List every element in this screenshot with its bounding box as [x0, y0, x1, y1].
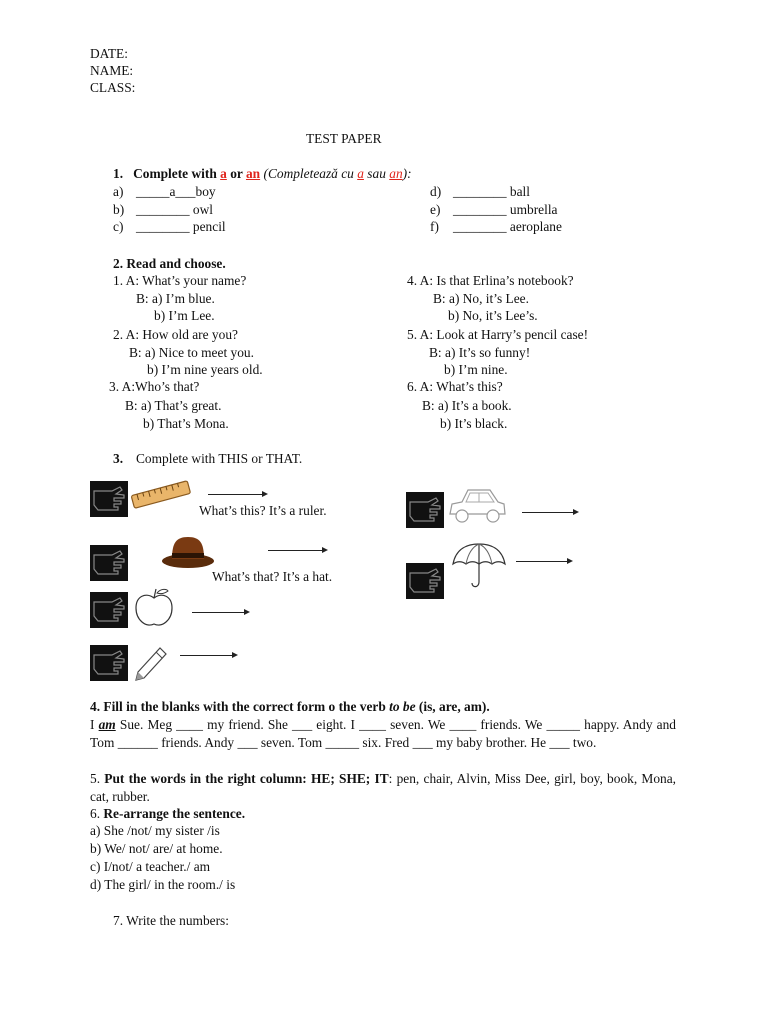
- ex2-option: B: a) It’s a book.: [422, 398, 512, 413]
- umbrella-icon: [450, 542, 508, 592]
- arrow-icon: [522, 512, 577, 513]
- pencil-icon: [130, 642, 170, 684]
- ex1-item-letter: d): [430, 184, 442, 199]
- ex2-option: B: a) Nice to meet you.: [129, 345, 254, 360]
- ex1-item-text: ________ aeroplane: [453, 219, 562, 234]
- ex2-option: B: a) I’m blue.: [136, 291, 215, 306]
- ex2-question: 5. A: Look at Harry’s pencil case!: [407, 327, 589, 342]
- ex3-number: 3.: [113, 451, 124, 466]
- hat-icon: [160, 533, 216, 571]
- arrow-icon: [208, 494, 266, 495]
- ex2-option: b) It’s black.: [440, 416, 508, 431]
- pointing-hand-icon: [90, 545, 128, 581]
- ex2-question: 2. A: How old are you?: [113, 327, 238, 342]
- ex5-text: [90, 770, 676, 805]
- class-label: CLASS:: [90, 80, 136, 95]
- arrow-icon: [180, 655, 236, 656]
- ex2-heading: 2. Read and choose.: [113, 256, 226, 271]
- ex1-item-text: ________ owl: [136, 202, 213, 217]
- ex2-option: b) I’m Lee.: [154, 308, 215, 323]
- ex3-instruction: Complete with THIS or THAT.: [136, 451, 303, 466]
- ex6-item: a) She /not/ my sister /is: [90, 823, 220, 838]
- ex2-option: b) No, it’s Lee’s.: [448, 308, 538, 323]
- ex4-heading-text: 4. Fill in the blanks with the correct form o the verb: [90, 699, 390, 714]
- ex1-item-text: ________ umbrella: [453, 202, 558, 217]
- arrow-icon: [192, 612, 248, 613]
- ex4-heading: [90, 699, 490, 715]
- ex5-words: : pen, chair, Alvin, Miss Dee, girl, boy, book, Mona, cat, rubber.: [90, 771, 677, 804]
- ex2-option: b) That’s Mona.: [143, 416, 229, 431]
- ex1-a: a: [220, 166, 227, 181]
- ex1-an: an: [245, 166, 261, 181]
- ruler-icon: [130, 478, 192, 512]
- ex5-number: 5.: [90, 771, 105, 786]
- pointing-hand-icon: [90, 645, 128, 681]
- arrow-icon: [268, 550, 326, 551]
- ex1-lead: Complete with: [133, 166, 217, 181]
- ex1-item-text: _____a___boy: [136, 184, 216, 199]
- arrow-icon: [516, 561, 571, 562]
- ex1-translation-an: an: [389, 166, 403, 181]
- ex6-item: d) The girl/ in the room./ is: [90, 877, 236, 892]
- ex5-instruction: Put the words in the right column: HE; SHE; IT: [104, 771, 389, 786]
- ex7-instruction: 7. Write the numbers:: [113, 913, 229, 928]
- ex1-item-letter: f): [430, 219, 439, 234]
- ex1-item-text: ________ ball: [453, 184, 530, 199]
- ex2-question: 3. A:Who’s that?: [109, 379, 200, 394]
- ex3-example-this: What’s this? It’s a ruler.: [199, 503, 327, 518]
- ex3-example-that: What’s that? It’s a hat.: [212, 569, 333, 584]
- ex1-translation-open: (Completează cu: [263, 166, 354, 181]
- ex4-heading-forms: (is, are, am).: [415, 699, 490, 714]
- pointing-hand-icon: [406, 563, 444, 599]
- ex2-question: 4. A: Is that Erlina’s notebook?: [407, 273, 574, 288]
- ex2-option: b) I’m nine years old.: [147, 362, 263, 377]
- ex1-heading: [113, 166, 412, 182]
- ex4-heading-verb: to be: [389, 699, 416, 714]
- ex6-instruction: Re-arrange the sentence.: [103, 806, 246, 821]
- ex1-translation-close: ):: [402, 166, 412, 181]
- ex4-text: [90, 716, 676, 751]
- ex1-item-letter: b): [113, 202, 125, 217]
- ex2-question: 1. A: What’s your name?: [113, 273, 247, 288]
- ex2-option: B: a) No, it’s Lee.: [433, 291, 529, 306]
- ex1-item-letter: c): [113, 219, 124, 234]
- name-label: NAME:: [90, 63, 134, 78]
- ex2-option: B: a) That’s great.: [125, 398, 222, 413]
- ex1-or: or: [230, 166, 243, 181]
- ex6-number: 6.: [90, 806, 104, 821]
- car-icon: [446, 484, 508, 528]
- date-label: DATE:: [90, 46, 128, 61]
- ex2-option: b) I’m nine.: [444, 362, 508, 377]
- ex1-translation-a: a: [357, 166, 364, 181]
- ex1-translation-sau: sau: [367, 166, 386, 181]
- ex1-number: 1.: [113, 166, 124, 181]
- ex1-item-letter: a): [113, 184, 124, 199]
- ex6-item: c) I/not/ a teacher./ am: [90, 859, 211, 874]
- ex6-heading: [90, 806, 245, 822]
- apple-icon: [132, 586, 176, 630]
- ex6-item: b) We/ not/ are/ at home.: [90, 841, 223, 856]
- ex1-item-letter: e): [430, 202, 441, 217]
- ex4-i: I: [90, 717, 99, 732]
- ex2-option: B: a) It’s so funny!: [429, 345, 531, 360]
- ex2-question: 6. A: What’s this?: [407, 379, 503, 394]
- pointing-hand-icon: [90, 592, 128, 628]
- ex1-item-text: ________ pencil: [136, 219, 226, 234]
- ex4-am-example: am: [98, 717, 116, 732]
- ex4-sentences: Sue. Meg ____ my friend. She ___ eight. I ____ seven. We ____ friends. We _____ happy. Andy and Tom ______ friends. Andy ___ seven. Tom _____ six. Fred ___ my baby brother. He ___ two.: [90, 717, 676, 750]
- pointing-hand-icon: [406, 492, 444, 528]
- page-title: TEST PAPER: [306, 131, 382, 146]
- pointing-hand-icon: [90, 481, 128, 517]
